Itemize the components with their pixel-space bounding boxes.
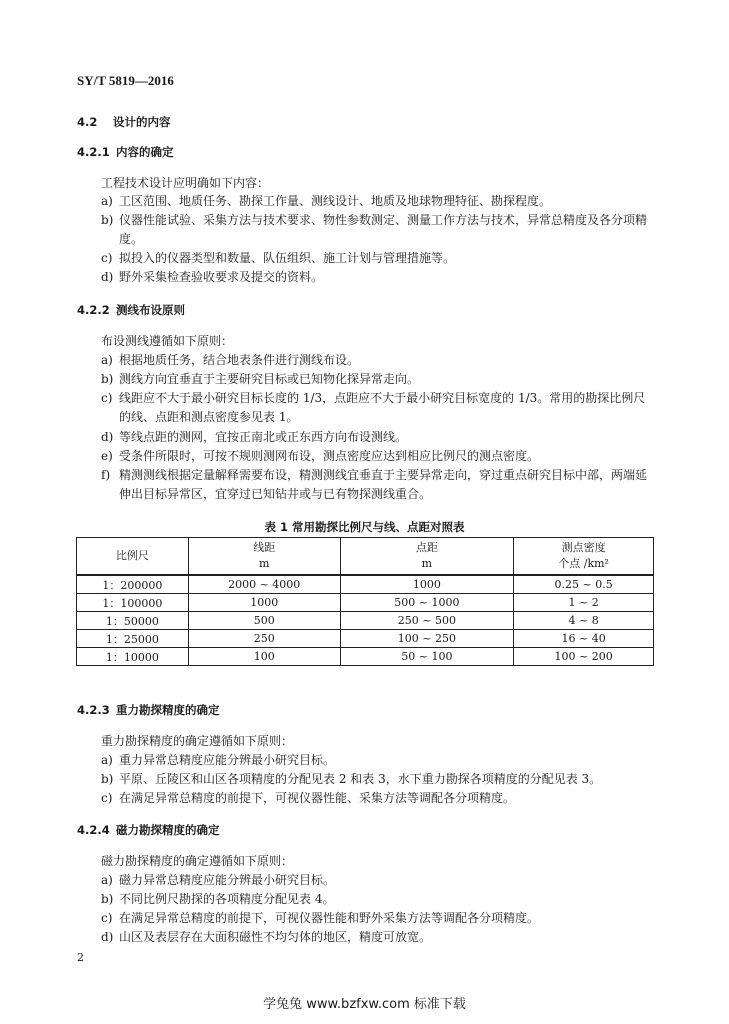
table-cell: 4 ~ 8 — [514, 612, 654, 630]
section-title: 重力勘探精度的确定 — [116, 703, 220, 717]
section-heading-4-2-4 — [77, 822, 220, 838]
table-cell: 1：50000 — [77, 612, 189, 630]
section-intro: 布设测线遵循如下原则： — [101, 334, 234, 348]
list-text: 线距应不大于最小研究目标长度的 1/3，点距应不大于最小研究目标宽度的 1/3。常用的勘探比例尺的线、点距和测点密度参见表 1。 — [119, 391, 646, 424]
list-marker: c) — [101, 251, 113, 265]
list-text: 根据地质任务，结合地表条件进行测线布设。 — [119, 353, 360, 367]
section-heading-4-2-3 — [77, 702, 220, 718]
table-header: 比例尺 — [77, 538, 189, 576]
table-cell: 1：10000 — [77, 648, 189, 666]
table-row — [77, 575, 654, 594]
table-cell: 100 ~ 250 — [340, 630, 514, 648]
list-marker: b) — [101, 213, 114, 227]
section-number: 4.2 — [77, 115, 98, 129]
list-text: 不同比例尺勘探的各项精度分配见表 4。 — [119, 892, 335, 906]
list-text: 磁力异常总精度应能分辨最小研究目标。 — [119, 873, 336, 887]
section-intro: 工程技术设计应明确如下内容： — [101, 176, 270, 190]
document-code: SY/T 5819—2016 — [77, 73, 174, 88]
table-cell: 1：200000 — [77, 575, 189, 594]
section-title: 内容的确定 — [116, 145, 174, 159]
table-cell: 1000 — [340, 575, 514, 594]
list-text: 等线点距的测网，宜按正南北或正东西方向布设测线。 — [119, 430, 408, 444]
section-number: 4.2.4 — [77, 823, 110, 837]
section-number: 4.2.3 — [77, 703, 110, 717]
table-cell: 1：100000 — [77, 594, 189, 612]
scale-spacing-table — [76, 537, 654, 666]
table-cell: 100 — [188, 648, 340, 666]
section-heading-4-2 — [77, 114, 171, 130]
list-text: 拟投入的仪器类型和数量、队伍组织、施工计划与管理措施等。 — [119, 251, 456, 265]
list-marker: b) — [101, 892, 114, 906]
list-marker: a) — [101, 353, 113, 367]
section-number: 4.2.1 — [77, 145, 110, 159]
list-text: 工区范围、地质任务、勘探工作量、测线设计、地质及地球物理特征、勘探程度。 — [119, 194, 552, 208]
list-marker: d) — [101, 430, 114, 444]
table-cell: 2000 ~ 4000 — [188, 575, 340, 594]
table-cell: 1：25000 — [77, 630, 189, 648]
list-text: 仪器性能试验、采集方法与技术要求、物性参数测定、测量工作方法与技术，异常总精度及各分项精度。 — [119, 213, 648, 246]
section-title: 磁力勘探精度的确定 — [116, 823, 220, 837]
table-row — [77, 648, 654, 666]
list-marker: f) — [101, 468, 111, 482]
table-cell: 250 ~ 500 — [340, 612, 514, 630]
table-header: 测点密度 个点 /km² — [514, 538, 654, 576]
list-text: 受条件所限时，可按不规则测网布设，测点密度应达到相应比例尺的测点密度。 — [119, 449, 540, 463]
table-cell: 500 — [188, 612, 340, 630]
list-marker: b) — [101, 772, 114, 786]
table-cell: 16 ~ 40 — [514, 630, 654, 648]
list-marker: c) — [101, 391, 113, 405]
list-marker: a) — [101, 873, 113, 887]
table-cell: 500 ~ 1000 — [340, 594, 514, 612]
list-text: 野外采集检查验收要求及提交的资料。 — [119, 270, 324, 284]
list-text: 精测测线根据定量解释需要布设，精测测线宜垂直于主要异常走向，穿过重点研究目标中部，两端延伸出目标异常区，宜穿过已知钻井或与已有物探测线重合。 — [119, 468, 648, 501]
list-marker: c) — [101, 791, 113, 805]
section-intro: 磁力勘探精度的确定遵循如下原则： — [101, 854, 294, 868]
table-cell: 1 ~ 2 — [514, 594, 654, 612]
list-marker: d) — [101, 930, 114, 944]
list-marker: a) — [101, 753, 113, 767]
footer-watermark: 学兔兔 www.bzfxw.com 标准下载 — [263, 997, 466, 1012]
section-number: 4.2.2 — [77, 303, 110, 317]
section-title: 设计的内容 — [113, 115, 171, 129]
list-marker: e) — [101, 449, 113, 463]
table-title: 表 1 常用勘探比例尺与线、点距对照表 — [264, 520, 465, 534]
table-header: 线距 m — [188, 538, 340, 576]
section-heading-4-2-1 — [77, 144, 174, 160]
list-text: 在满足异常总精度的前提下，可视仪器性能和野外采集方法等调配各分项精度。 — [119, 911, 540, 925]
section-title: 测线布设原则 — [116, 303, 185, 317]
list-marker: d) — [101, 270, 114, 284]
table-cell: 100 ~ 200 — [514, 648, 654, 666]
section-heading-4-2-2 — [77, 302, 185, 318]
table-row — [77, 594, 654, 612]
list-marker: a) — [101, 194, 113, 208]
list-marker: c) — [101, 911, 113, 925]
page-number: 2 — [77, 951, 84, 964]
list-text: 重力异常总精度应能分辨最小研究目标。 — [119, 753, 336, 767]
section-intro: 重力勘探精度的确定遵循如下原则： — [101, 734, 294, 748]
table-cell: 0.25 ~ 0.5 — [514, 575, 654, 594]
table-header: 点距 m — [340, 538, 514, 576]
list-text: 测线方向宜垂直于主要研究目标或已知物化探异常走向。 — [119, 372, 420, 386]
table-row — [77, 612, 654, 630]
table-row — [77, 630, 654, 648]
list-text: 平原、丘陵区和山区各项精度的分配见表 2 和表 3，水下重力勘探各项精度的分配见表 3。 — [119, 772, 602, 786]
list-text: 在满足异常总精度的前提下，可视仪器性能、采集方法等调配各分项精度。 — [119, 791, 516, 805]
list-marker: b) — [101, 372, 114, 386]
list-text: 山区及表层存在大面积磁性不均匀体的地区，精度可放宽。 — [119, 930, 432, 944]
table-cell: 1000 — [188, 594, 340, 612]
table-cell: 50 ~ 100 — [340, 648, 514, 666]
table-cell: 250 — [188, 630, 340, 648]
